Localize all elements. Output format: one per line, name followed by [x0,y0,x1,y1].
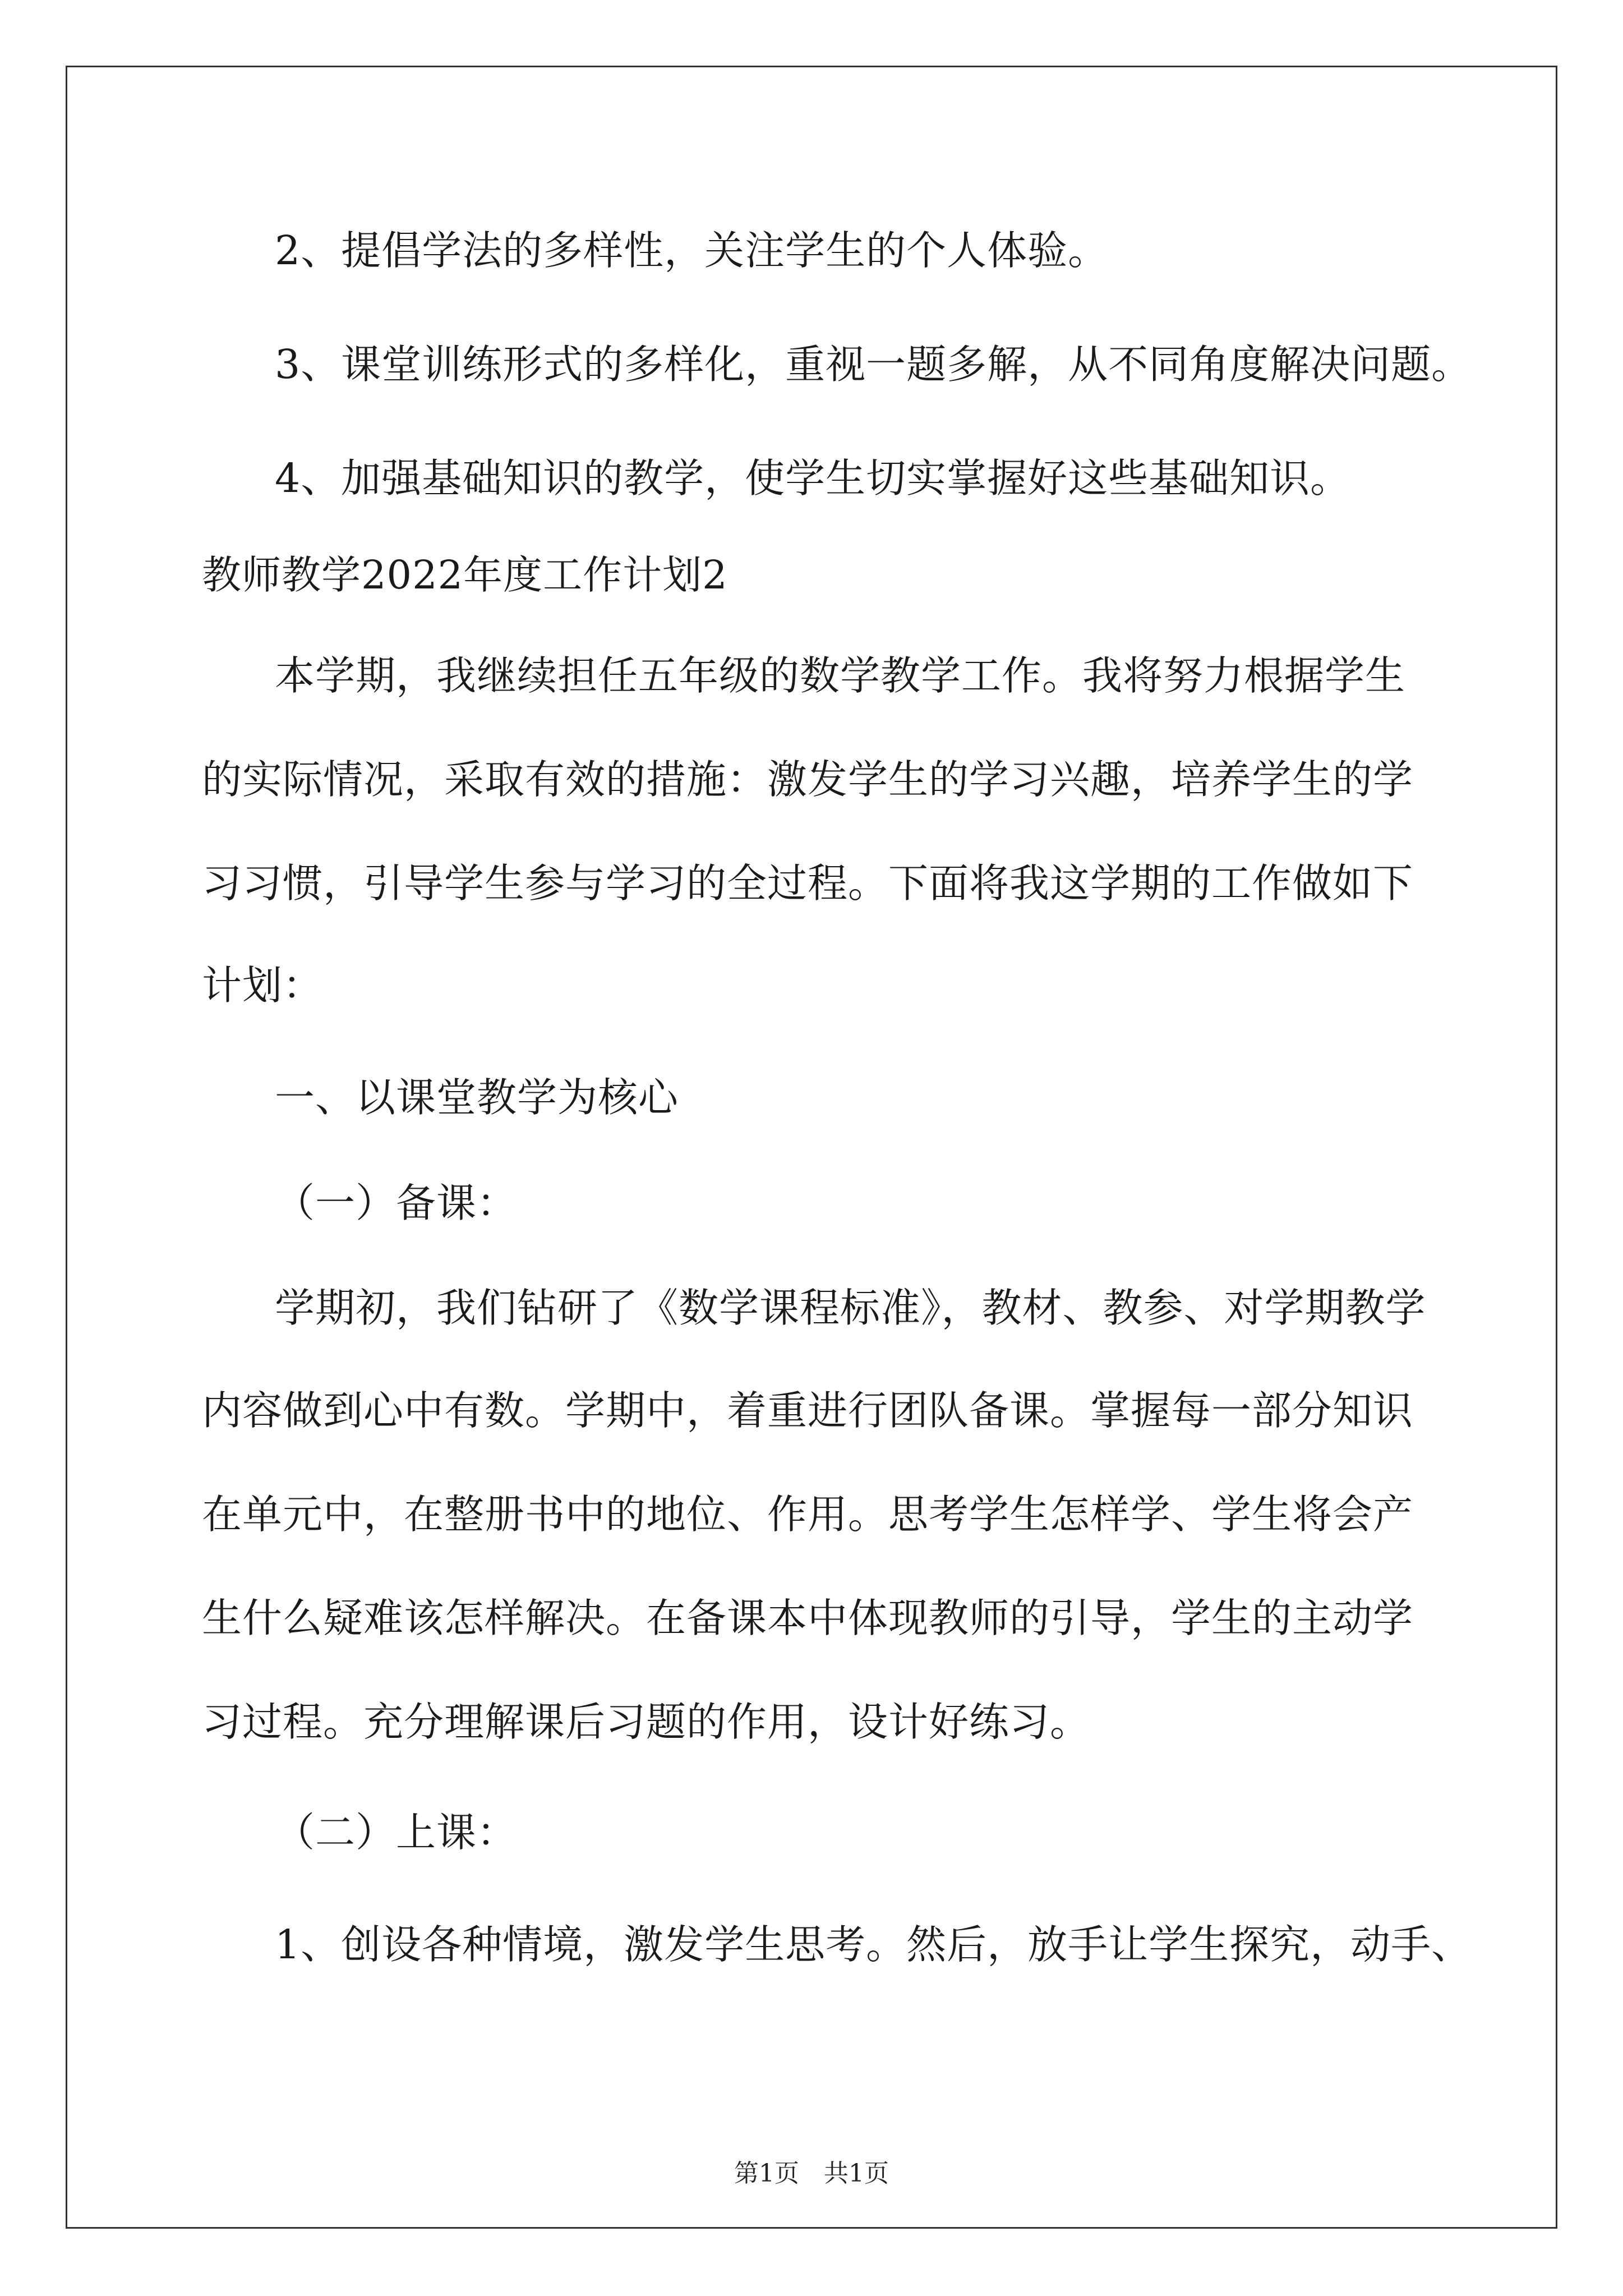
subheading: 一、以课堂教学为核心 [275,1074,679,1121]
text-line: 的实际情况，采取有效的措施：激发学生的学习兴趣，培养学生的学 [202,756,1414,803]
text-line: 计划： [202,962,324,1009]
text-line: 生什么疑难该怎样解决。在备课本中体现教师的引导，学生的主动学 [202,1595,1414,1641]
text-line: 在单元中，在整册书中的地位、作用。思考学生怎样学、学生将会产 [202,1491,1414,1538]
text-line: 习习惯，引导学生参与学习的全过程。下面将我这学期的工作做如下 [202,860,1414,907]
text-line: 内容做到心中有数。学期中，着重进行团队备课。掌握每一部分知识 [202,1387,1414,1434]
text-line: 2、提倡学法的多样性，关注学生的个人体验。 [275,227,1109,274]
text-line: 3、课堂训练形式的多样化，重视一题多解，从不同角度解决问题。 [275,341,1472,388]
subheading: （二）上课： [275,1809,518,1856]
subheading: （一）备课： [275,1180,518,1226]
text-line: 本学期，我继续担任五年级的数学教学工作。我将努力根据学生 [275,652,1406,699]
text-line: 1、创设各种情境，激发学生思考。然后，放手让学生探究，动手、 [275,1921,1472,1968]
section-title: 教师教学2022年度工作计划2 [202,552,728,598]
page-border [66,66,1557,2229]
text-line: 学期初，我们钻研了《数学课程标准》，教材、教参、对学期教学 [275,1285,1426,1331]
text-line: 习过程。充分理解课后习题的作用，设计好练习。 [202,1699,1091,1745]
text-line: 4、加强基础知识的教学，使学生切实掌握好这些基础知识。 [275,455,1351,501]
page-footer: 第1页 共1页 [734,2159,889,2188]
